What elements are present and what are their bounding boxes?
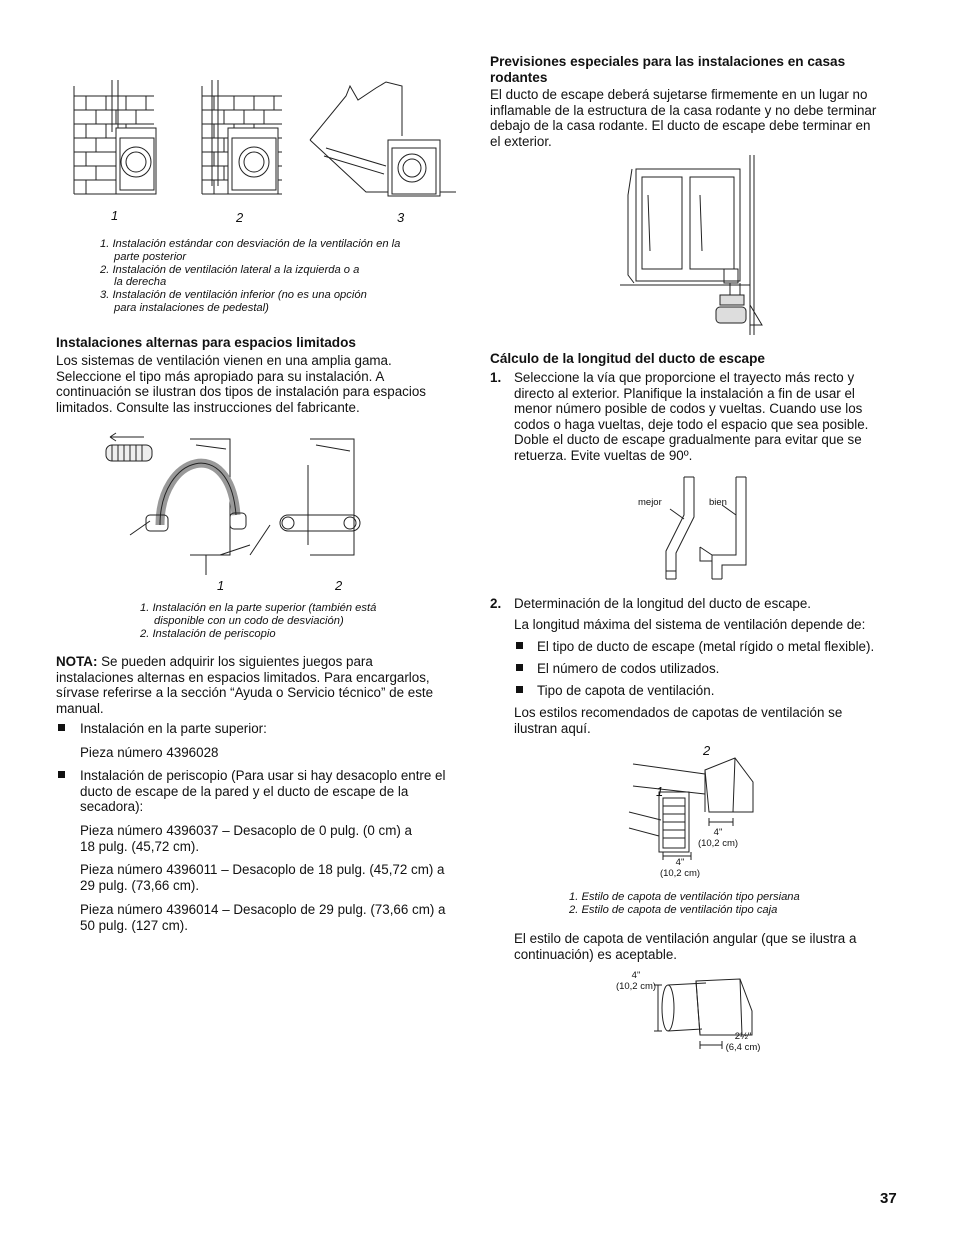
elbow-label-better: mejor [638, 497, 662, 508]
hood-styles-line-1: Los estilos recomendados de capotas de ventilación se [514, 705, 843, 720]
hood-caption [569, 891, 909, 917]
fig1-label-2: 2 [236, 210, 244, 225]
elbow-comparison-illustration [640, 475, 760, 585]
angled-dim-diameter [611, 970, 661, 992]
fig1-caption [100, 238, 440, 315]
alt-paragraph-line-3: continuación se ilustran dos tipos de instalación para espacios [56, 384, 426, 400]
hood-caption-1: 1. Estilo de capota de ventilación tipo persiana [569, 891, 800, 903]
hood-styles-text [514, 705, 914, 736]
fig1-caption-2b: la derecha [114, 276, 167, 289]
mobile-paragraph-line-1: El ducto de escape deberá sujetarse firmemente en un lugar no [490, 87, 868, 102]
part-3-line-2: 50 pulg. (127 cm). [80, 917, 188, 933]
alt-installations-heading: Instalaciones alternas para espacios limitados [56, 335, 356, 350]
page-number: 37 [880, 1190, 897, 1207]
angled-dim-diameter-in: 4" [631, 970, 641, 981]
mobile-heading-line-2: rodantes [490, 70, 548, 85]
vent-installations-illustration [70, 76, 440, 206]
part-2-line-1: Pieza número 4396011 – Desacoplo de 18 pulg. (45,72 cm) a [80, 862, 445, 877]
step1-line-3: menor número posible de codos y vueltas. Cuando use los [514, 401, 863, 417]
fig1-caption-3a: 3. Instalación de ventilación inferior (no es una opción [100, 289, 367, 302]
hood-dim-louver-cm: (10,2 cm) [659, 868, 701, 879]
nota-line-1: Se pueden adquirir los siguientes juegos para [97, 654, 373, 669]
bullet-periscope-line-3: secadora): [80, 799, 144, 815]
mobile-home-vent-illustration [620, 155, 770, 335]
angled-hood-text [514, 931, 914, 962]
mobile-home-heading [490, 54, 910, 86]
nota-paragraph [56, 654, 466, 716]
limited-space-installations-illustration [100, 425, 380, 575]
fig2-caption-1b: disponible con un codo de desviación) [154, 614, 344, 627]
bullet-periscope [80, 768, 470, 815]
elbow-label-good: bien [709, 497, 727, 508]
hood-styles-line-2: ilustran aquí. [514, 720, 591, 736]
part-3-line-1: Pieza número 4396014 – Desacoplo de 29 pulg. (73,66 cm) a [80, 902, 446, 917]
nota-line-3: sírvase referirse a la sección “Ayuda o Servicio técnico” de este [56, 685, 434, 701]
nota-line-2: instalaciones alternas en espacios limitados. Para encargarlos, [56, 669, 430, 685]
hood-dim-box-cm: (10,2 cm) [697, 838, 739, 849]
angled-dim-depth [718, 1031, 768, 1053]
angled-hood-line-1: El estilo de capota de ventilación angular (que se ilustra a [514, 931, 857, 946]
fig2-label-2: 2 [335, 578, 343, 593]
bullet-marker [516, 642, 523, 649]
factor-elbows: El número de codos utilizados. [537, 661, 720, 676]
fig2-caption-2a: 2. Instalación de periscopio [140, 627, 276, 640]
nota-label: NOTA: [56, 654, 98, 669]
step2-text: Determinación de la longitud del ducto de escape. [514, 596, 812, 611]
part-1-line-1: Pieza número 4396037 – Desacoplo de 0 pulg. (0 cm) a [80, 823, 412, 838]
hood-label-2: 2 [703, 743, 711, 758]
hood-dim-louver-in: 4" [675, 857, 685, 868]
hood-label-1: 1 [656, 784, 664, 799]
step1-line-6: retuerza. Evite vueltas de 90º. [514, 447, 693, 463]
fig2-caption-1a: 1. Instalación en la parte superior (también está [140, 602, 377, 614]
angled-dim-depth-in: 2½" [734, 1031, 752, 1042]
mobile-paragraph-line-4: el exterior. [490, 133, 552, 149]
part-2-line-2: 29 pulg. (73,66 cm). [80, 877, 200, 893]
step1-text [514, 370, 914, 464]
step1-line-4: codos o haga vueltas, deje todo el espacio que sea posible. [514, 416, 869, 432]
step1-line-1: Seleccione la vía que proporcione el trayecto más recto y [514, 370, 855, 385]
alt-paragraph-line-4: limitados. Consulte las instrucciones del fabricante. [56, 399, 360, 415]
step1-line-5: Doble el ducto de escape gradualmente para evitar que se [514, 432, 862, 448]
vent-hood-styles-illustration [625, 752, 785, 867]
part-item-1 [80, 823, 470, 854]
part-1-line-2: 18 pulg. (45,72 cm). [80, 838, 200, 854]
angled-dim-diameter-cm: (10,2 cm) [615, 981, 657, 992]
mobile-paragraph-line-2: inflamable de la estructura de la casa rodante y no debe terminar [490, 102, 877, 118]
mobile-paragraph-line-3: debajo de la casa rodante. El ducto de escape debe terminar en [490, 118, 871, 134]
factor-duct-type: El tipo de ducto de escape (metal rígido o metal flexible). [537, 639, 875, 654]
hood-caption-2: 2. Estilo de capota de ventilación tipo caja [569, 903, 778, 916]
fig1-caption-2a: 2. Instalación de ventilación lateral a la izquierda o a [100, 263, 360, 276]
fig2-label-1: 1 [217, 578, 225, 593]
step1-line-2: directo al exterior. Planifique la instalación a fin de usar el [514, 385, 855, 401]
calc-heading: Cálculo de la longitud del ducto de escape [490, 351, 765, 366]
bullet-marker [58, 724, 65, 731]
step2-number: 2. [490, 596, 502, 611]
bullet-marker [516, 664, 523, 671]
angled-dim-depth-cm: (6,4 cm) [725, 1042, 761, 1053]
fig1-label-1: 1 [111, 208, 119, 223]
bullet-top-install: Instalación en la parte superior: [80, 721, 267, 736]
part-item-3 [80, 902, 470, 933]
angled-hood-line-2: continuación) es aceptable. [514, 946, 678, 962]
factor-hood-type: Tipo de capota de ventilación. [537, 683, 715, 698]
fig1-caption-3b: para instalaciones de pedestal) [114, 301, 269, 314]
hood-dim-louver [655, 857, 705, 879]
fig1-label-3: 3 [397, 210, 405, 225]
alt-installations-paragraph [56, 353, 456, 415]
bullet-marker [58, 771, 65, 778]
hood-dim-box-in: 4" [713, 827, 723, 838]
nota-line-4: manual. [56, 700, 104, 716]
mobile-heading-line-1: Previsiones especiales para las instalaciones en casas [490, 54, 846, 69]
hood-dim-box [693, 827, 743, 849]
alt-paragraph-line-1: Los sistemas de ventilación vienen en una amplia gama. [56, 353, 392, 368]
fig1-caption-1a: 1. Instalación estándar con desviación de la ventilación en la [100, 238, 401, 250]
bullet-periscope-line-1: Instalación de periscopio (Para usar si hay desacoplo entre el [80, 768, 446, 783]
fig2-caption [140, 602, 440, 640]
max-length-text: La longitud máxima del sistema de ventilación depende de: [514, 617, 866, 632]
bullet-periscope-line-2: ducto de escape de la pared y el ducto de escape de la [80, 783, 409, 799]
alt-paragraph-line-2: Seleccione el tipo más apropiado para su instalación. A [56, 368, 385, 384]
mobile-home-paragraph [490, 87, 910, 149]
step1-number: 1. [490, 370, 502, 385]
fig1-caption-1b: parte posterior [114, 250, 187, 263]
bullet-marker [516, 686, 523, 693]
part-item-2 [80, 862, 470, 893]
part-number-top: Pieza número 4396028 [80, 745, 219, 760]
